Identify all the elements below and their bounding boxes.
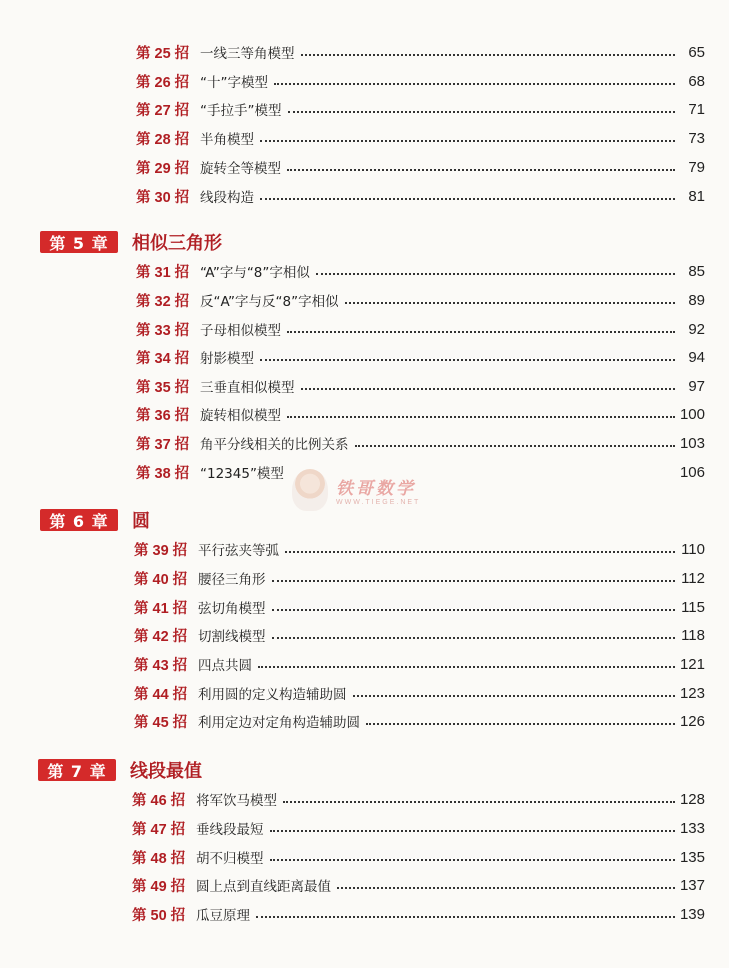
entry-number: 第 41 招 [134,600,188,617]
watermark-text [336,474,420,506]
entry-title: 旋转全等模型 [200,161,281,177]
dot-leader [272,580,676,582]
entry-number: 第 45 招 [134,714,188,731]
toc-entry-36[interactable] [136,402,705,426]
entry-title: 反“A”字与反“8”字相似 [200,294,339,310]
toc-entry-45[interactable] [134,709,705,733]
entry-title: 腰径三角形 [198,572,266,588]
dot-leader [274,83,675,85]
chapter-badge: 第 7 章 [38,759,116,781]
dot-leader [366,723,675,725]
entry-number: 第 33 招 [136,322,190,339]
entry-page: 94 [688,348,705,366]
entry-title: 一线三等角模型 [200,46,295,62]
dot-leader [256,916,675,918]
entry-page: 68 [688,72,705,90]
entry-page: 110 [681,540,705,558]
entry-number: 第 31 招 [136,264,190,281]
toc-entry-32[interactable] [136,288,705,312]
entry-title: 利用圆的定义构造辅助圆 [198,687,347,703]
entry-page: 100 [679,405,705,423]
toc-entry-37[interactable] [136,431,705,455]
entry-number: 第 35 招 [136,379,190,396]
dot-leader [301,54,676,56]
entry-page: 121 [679,655,705,673]
entry-title: 胡不归模型 [196,851,264,867]
entry-number: 第 34 招 [136,350,190,367]
toc-entry-43[interactable] [134,652,705,676]
chapter-heading-5[interactable] [40,229,222,255]
dot-leader [287,169,675,171]
toc-entry-41[interactable] [134,595,705,619]
entry-title: 圆上点到直线距离最值 [196,879,331,895]
entry-page: 89 [688,291,705,309]
entry-title: 四点共圆 [198,658,252,674]
entry-page: 81 [688,187,705,205]
dot-leader [287,331,675,333]
entry-number: 第 28 招 [136,131,190,148]
entry-title: “十”字模型 [200,75,268,91]
entry-number: 第 27 招 [136,102,190,119]
dot-leader [287,416,675,418]
dot-leader [258,666,675,668]
entry-number: 第 38 招 [136,465,190,482]
entry-number: 第 42 招 [134,628,188,645]
toc-entry-31[interactable] [136,259,705,283]
toc-entry-49[interactable] [132,873,705,897]
entry-number: 第 29 招 [136,160,190,177]
entry-title: 旋转相似模型 [200,408,281,424]
entry-title: “手拉手”模型 [200,103,282,119]
toc-entry-34[interactable] [136,345,705,369]
toc-entry-27[interactable] [136,97,705,121]
dot-leader [316,273,675,275]
entry-page: 126 [679,712,705,730]
entry-title: 三垂直相似模型 [200,380,295,396]
dot-leader [285,551,675,553]
entry-page: 123 [679,684,705,702]
entry-page: 97 [688,377,705,395]
entry-page: 133 [679,819,705,837]
toc-entry-28[interactable] [136,126,705,150]
dot-leader [260,359,675,361]
entry-number: 第 26 招 [136,74,190,91]
entry-number: 第 50 招 [132,907,186,924]
entry-number: 第 39 招 [134,542,188,559]
dot-leader [345,302,675,304]
watermark-portrait [292,469,328,511]
entry-page: 103 [679,434,705,452]
entry-page: 115 [681,598,705,616]
entry-title: “12345”模型 [200,466,284,482]
entry-number: 第 40 招 [134,571,188,588]
chapter-badge: 第 5 章 [40,231,118,253]
entry-page: 128 [679,790,705,808]
toc-entry-33[interactable] [136,317,705,341]
entry-page: 135 [679,848,705,866]
toc-entry-35[interactable] [136,374,705,398]
dot-leader [301,388,676,390]
dot-leader [283,801,675,803]
entry-page: 65 [688,43,705,61]
entry-title: 角平分线相关的比例关系 [200,437,349,453]
watermark-title: 铁哥数学 [336,479,416,499]
entry-number: 第 30 招 [136,189,190,206]
dot-leader [337,887,675,889]
entry-page: 139 [679,905,705,923]
entry-number: 第 46 招 [132,792,186,809]
entry-number: 第 47 招 [132,821,186,838]
entry-number: 第 43 招 [134,657,188,674]
toc-entry-30[interactable] [136,184,705,208]
entry-title: 垂线段最短 [196,822,264,838]
toc-entry-29[interactable] [136,155,705,179]
watermark-url: WWW.TIEGE.NET [336,499,421,506]
entry-title: 半角模型 [200,132,254,148]
entry-title: 子母相似模型 [200,323,281,339]
entry-page: 85 [688,262,705,280]
toc-entry-47[interactable] [132,816,705,840]
entry-number: 第 48 招 [132,850,186,867]
dot-leader [270,830,676,832]
entry-page: 106 [679,463,705,481]
dot-leader [260,140,675,142]
toc-entry-25[interactable] [136,40,705,64]
entry-title: 瓜豆原理 [196,908,250,924]
dot-leader [272,609,676,611]
entry-title: 平行弦夹等弧 [198,543,279,559]
entry-title: 切割线模型 [198,629,266,645]
chapter-heading-6[interactable] [40,507,150,533]
dot-leader [272,637,676,639]
entry-title: 利用定边对定角构造辅助圆 [198,715,360,731]
chapter-badge: 第 6 章 [40,509,118,531]
dot-leader [270,859,676,861]
entry-page: 92 [688,320,705,338]
entry-number: 第 25 招 [136,45,190,62]
chapter-title: 相似三角形 [132,233,222,254]
dot-leader [260,198,675,200]
entry-number: 第 32 招 [136,293,190,310]
toc-entry-40[interactable] [134,566,705,590]
entry-page: 79 [688,158,705,176]
dot-leader [288,111,676,113]
entry-number: 第 37 招 [136,436,190,453]
entry-page: 112 [681,569,705,587]
entry-title: 射影模型 [200,351,254,367]
dot-leader [353,695,676,697]
chapter-title: 线段最值 [130,761,202,782]
entry-page: 137 [679,876,705,894]
entry-number: 第 49 招 [132,878,186,895]
toc-entry-26[interactable] [136,69,705,93]
entry-title: 线段构造 [200,190,254,206]
entry-title: “A”字与“8”字相似 [200,265,310,281]
dot-leader [355,445,676,447]
entry-page: 71 [688,100,705,118]
entry-page: 118 [681,626,705,644]
entry-page: 73 [688,129,705,147]
toc-entry-42[interactable] [134,623,705,647]
chapter-heading-7[interactable] [38,757,202,783]
toc-entry-48[interactable] [132,845,705,869]
toc-entry-44[interactable] [134,681,705,705]
watermark [292,466,442,514]
entry-number: 第 44 招 [134,686,188,703]
chapter-title: 圆 [132,511,150,532]
toc-entry-39[interactable] [134,537,705,561]
entry-title: 弦切角模型 [198,601,266,617]
toc-entry-50[interactable] [132,902,705,926]
toc-entry-46[interactable] [132,787,705,811]
entry-title: 将军饮马模型 [196,793,277,809]
entry-number: 第 36 招 [136,407,190,424]
